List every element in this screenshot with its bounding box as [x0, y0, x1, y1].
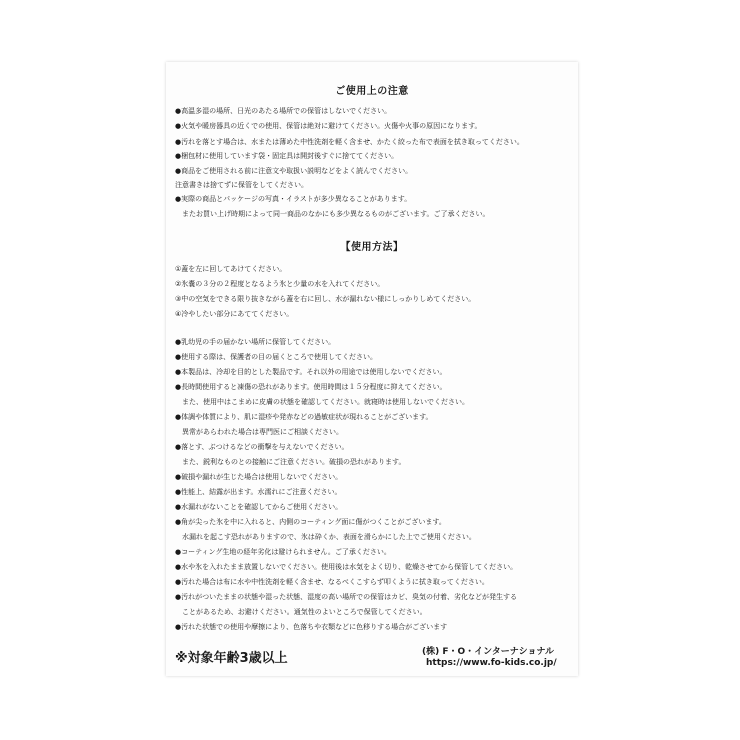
warning-line: ●角が尖った氷を中に入れると、内側のコーティング面に傷がつくことがございます。	[175, 518, 446, 526]
warning-line: ●汚れた状態での使用や摩擦により、色落ちや衣類などに色移りする場合がございます	[175, 623, 448, 631]
warning-line: ●落とす、ぶつけるなどの衝撃を与えないでください。	[175, 443, 349, 451]
warning-line: ●汚れがついたままの状態や湿った状態、湿度の高い場所での保管はカビ、臭気の付着、劣化などが発生する	[175, 593, 518, 601]
warning-line: ことがあるため、お避けください。通気性のよいところで保管してください。	[182, 608, 427, 616]
age-notice: ※対象年齢3歳以上	[175, 651, 288, 666]
warning-line: また、鋭利なものとの接触にご注意ください。破損の恐れがあります。	[182, 458, 406, 466]
warning-line: ●体調や体質により、肌に湿疹や発赤などの過敏症状が現れることがございます。	[175, 413, 433, 421]
warning-line: ●水漏れがないことを確認してからご使用ください。	[175, 503, 343, 511]
warning-line: ●破損や漏れが生じた場合は使用しないでください。	[175, 473, 343, 481]
warning-line: また、使用中はこまめに皮膚の状態を確認してください。就寝時は使用しないでください。	[182, 398, 469, 406]
caution-line: ●梱包材に使用しています袋・固定具は開封後すぐに捨ててください。	[175, 152, 399, 160]
usage-step: ②氷嚢の３分の２程度となるよう氷と少量の水を入れてください。	[175, 280, 385, 288]
usage-step: ④冷やしたい部分にあててください。	[175, 310, 294, 318]
caution-line: 注意書きは捨てずに保管をしてください。	[175, 181, 308, 189]
company-name: (株) F・O・インターナショナル	[422, 647, 554, 657]
usage-step: ①蓋を左に回してあけてください。	[175, 265, 287, 273]
warning-line: ●本製品は、冷却を目的とした製品です。それ以外の用途では使用しないでください。	[175, 368, 447, 376]
warning-line: ●汚れた場合は布に水や中性洗剤を軽く含ませ、なるべくこすらず叩くように拭き取ってください。	[175, 578, 489, 586]
caution-title: ご使用上の注意	[335, 86, 409, 97]
warning-line: ●長時間使用すると凍傷の恐れがあります。使用時間は１５分程度に抑えてください。	[175, 383, 447, 391]
usage-step: ③中の空気をできる限り抜きながら蓋を右に回し、水が漏れない様にしっかりしめてください。	[175, 295, 476, 303]
caution-line: ●火気や暖房器具の近くでの使用、保管は絶対に避けてください。火傷や火事の原因になります。	[175, 122, 482, 130]
warning-line: ●乳幼児の手の届かない場所に保管してください。	[175, 338, 336, 346]
company-url[interactable]: https://www.fo-kids.co.jp/	[426, 658, 557, 668]
caution-line: ●商品をご使用される前に注意文や取扱い説明などをよく読んでください。	[175, 167, 413, 175]
warning-line: ●水や氷を入れたまま放置しないでください。使用後は水気をよく切り、乾燥させてから保管してください。	[175, 563, 518, 571]
warning-line: 水漏れを起こす恐れがありますので、氷は砕くか、表面を滑らかにした上でご使用ください。	[182, 533, 476, 541]
warning-line: ●使用する際は、保護者の目の届くところで使用してください。	[175, 353, 378, 361]
warning-line: ●コーティング生地の経年劣化は避けられません。ご了承ください。	[175, 548, 391, 556]
caution-line: ●汚れを落とす場合は、水または薄めた中性洗剤を軽く含ませ、かたく絞った布で表面を拭き取ってください。	[175, 138, 524, 146]
usage-title: 【使用方法】	[340, 242, 404, 253]
caution-line: またお買い上げ時期によって同一商品のなかにも多少異なるものがございます。ご了承ください。	[182, 210, 490, 218]
caution-line: ●高温多湿の場所、日光のあたる場所での保管はしないでください。	[175, 107, 392, 115]
warning-line: 異常があらわれた場合は専門医にご相談ください。	[182, 428, 343, 436]
instruction-sheet	[166, 62, 578, 676]
caution-line: ●実際の商品とパッケージの写真・イラストが多少異なることがあります。	[175, 195, 412, 203]
warning-line: ●性能上、結露が出ます。水濡れにご注意ください。	[175, 488, 342, 496]
